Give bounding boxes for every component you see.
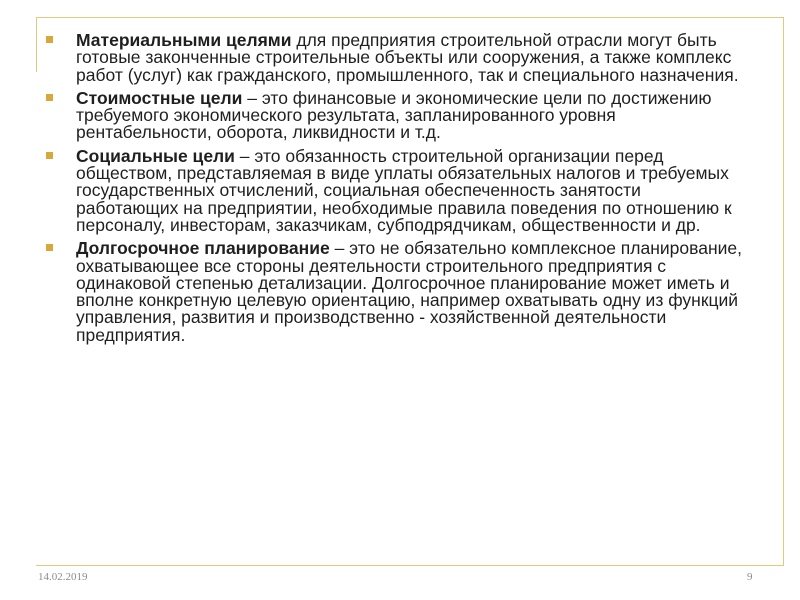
item-text: – это не обязательно комплексное планирование, охватывающее все стороны деятельности строительного предприятия с одинаковой степенью детализации. Долгосрочное планирование может иметь и вполне конкретную целевую ориентацию, например охватывать одну из функций управления, развития и производственно - хозяйственной деятельности предприятия.: [76, 238, 742, 345]
frame-bottom-line: [36, 565, 784, 566]
item-term: Долгосрочное планирование: [76, 238, 330, 259]
slide-content: [46, 32, 746, 350]
item-text: – это финансовые и экономические цели по достижению требуемого экономического результата, запланированного уровня рентабельности, оборота, ликвидности и т.д.: [76, 87, 712, 143]
item-text: – это обязанность строительной организации перед обществом, представляемая в виде уплаты обязательных налогов и требуемых государственных отчислений, социальная обеспеченность занятости работающих на предприятии, необходимые правила поведения по отношению к персоналу, инвесторам, заказчикам, субподрядчикам, общественности и др.: [76, 145, 732, 235]
bullet-item-social-goals: [46, 145, 746, 235]
bullet-item-long-term-planning: [46, 240, 746, 344]
square-bullet-icon: [46, 94, 53, 101]
page-number: 9: [747, 571, 753, 583]
frame-right-line: [783, 17, 784, 566]
item-term: Стоимостные цели: [76, 87, 243, 108]
square-bullet-icon: [46, 244, 53, 251]
square-bullet-icon: [46, 36, 53, 43]
item-text: для предприятия строительной отрасли могут быть готовые законченные строительные объекты или сооружения, а также комплекс работ (услуг) как гражданского, промышленного, так и специального назначения.: [76, 30, 739, 85]
item-term: Материальными целями: [76, 30, 292, 50]
bullet-item-material-goals: [46, 32, 746, 84]
item-term: Социальные цели: [76, 145, 235, 166]
footer-date: 14.02.2019: [38, 571, 88, 583]
bullet-item-cost-goals: [46, 87, 746, 143]
frame-top-line: [36, 17, 784, 18]
frame-left-line: [36, 17, 37, 72]
square-bullet-icon: [46, 152, 53, 159]
